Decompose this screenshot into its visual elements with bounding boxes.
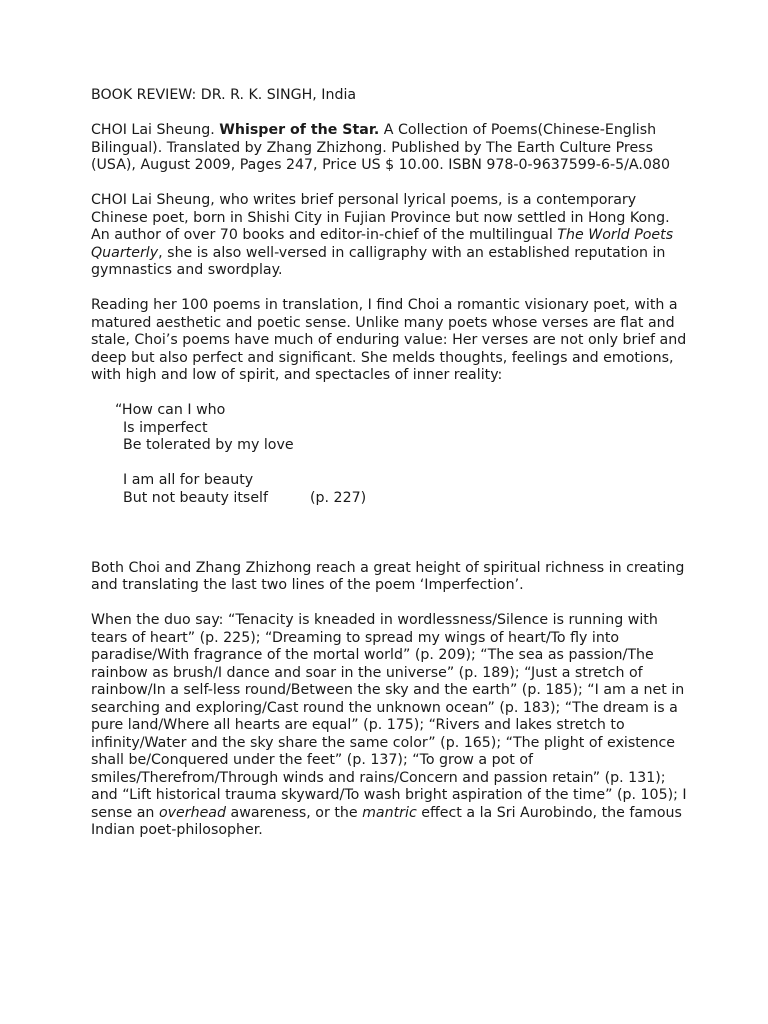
poem-stanza-break — [115, 455, 691, 473]
quotes-text-middle: awareness, or the — [226, 804, 363, 821]
spacer — [91, 507, 691, 525]
quotes-text-end: effect a la Sri Aurobindo, the famous Indian poet-philosopher. — [91, 804, 682, 838]
book-citation — [91, 122, 691, 175]
poem-line-1: “How can I who — [115, 402, 226, 418]
spacer — [91, 542, 691, 560]
paragraph-author-bio — [91, 192, 691, 280]
citation-book-title: Whisper of the Star. — [219, 122, 380, 138]
bio-text-end: , she is also well-versed in calligraphy with an established reputation in gymnastics and swordplay. — [91, 244, 666, 278]
citation-details: A Collection of Poems(Chinese-English Bilingual). Translated by Zhang Zhizhong. Published by The Earth Culture Press (USA), August 2009, Pages 247, Price US $ 10.00. ISBN 978-0-9637599-6-5/A.080 — [91, 122, 670, 173]
poem-quote — [115, 402, 691, 507]
bio-text-start: CHOI Lai Sheung, who writes brief personal lyrical poems, is a contemporary Chinese poet, born in Shishi City in Fujian Province but now settled in Hong Kong. An author of over 70 books and editor-in-chief of the multilingual — [91, 192, 670, 243]
paragraph-quotes — [91, 612, 691, 840]
poem-line-2: Is imperfect — [123, 419, 208, 436]
citation-author: CHOI Lai Sheung. — [91, 122, 215, 138]
quotes-italic-mantric: mantric — [362, 804, 417, 821]
poem-line-4: I am all for beauty — [123, 472, 254, 488]
paragraph-reading — [91, 297, 691, 385]
reading-text: Reading her 100 poems in translation, I find Choi a romantic visionary poet, with a matured aesthetic and poetic sense. Unlike many poets whose verses are flat and stale, Choi’s poems have much of enduring value: Her verses are not only brief and deep but also perfect and significant. She melds thoughts, feelings and emotions, with high and low of spirit, and spectacles of inner reality: — [91, 297, 687, 383]
poem-page-reference: (p. 227) — [310, 489, 367, 506]
poem-line-3: Be tolerated by my love — [123, 437, 294, 453]
paragraph-translation — [91, 560, 691, 595]
poem-line-5-text: But not beauty itself — [123, 489, 268, 506]
bio-publication-title: The World Poets Quarterly — [91, 227, 674, 261]
quotes-italic-overhead: overhead — [158, 804, 227, 821]
review-heading — [91, 87, 691, 105]
document-page — [91, 87, 691, 857]
poem-line-5 — [115, 490, 691, 508]
heading-text: BOOK REVIEW: DR. R. K. SINGH, India — [91, 87, 357, 103]
quotes-text-start: When the duo say: “Tenacity is kneaded in wordlessness/Silence is running with tears of heart” (p. 225); “Dreaming to spread my wings of heart/To fly into paradise/With fragrance of the mortal world” (p. 209); “The sea as passion/The rainbow as brush/I dance and soar in the universe” (p. 189); “Just a stretch of rainbow/In a self-less round/Between the sky and the earth” (p. 185); “I am a net in searching and exploring/Cast round the unknown ocean” (p. 183); “The dream is a pure land/Where all hearts are equal” (p. 175); “Rivers and lakes stretch to infinity/Water and the sky share the same color” (p. 165); “The plight of existence shall be/Conquered under the feet” (p. 137); “To grow a pot of smiles/Therefrom/Through winds and rains/Concern and passion retain” (p. 131); and “Lift historical trauma skyward/To wash bright aspiration of the time” (p. 105); I sense an — [91, 612, 687, 821]
translation-text: Both Choi and Zhang Zhizhong reach a great height of spiritual richness in creating and translating the last two lines of the poem ‘Imperfection’. — [91, 559, 685, 593]
spacer — [91, 525, 691, 543]
